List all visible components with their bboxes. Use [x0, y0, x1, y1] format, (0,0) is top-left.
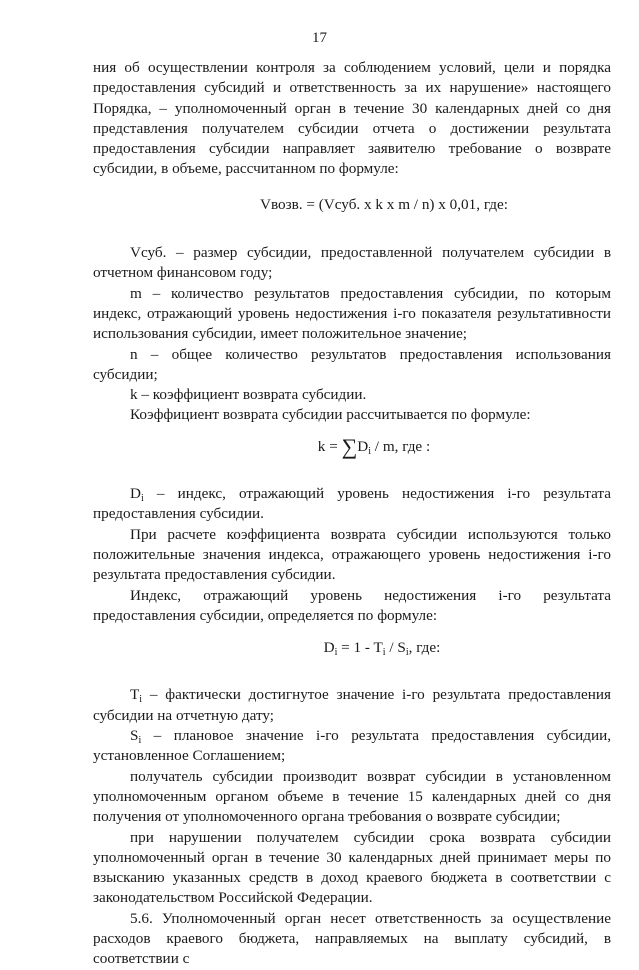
paragraph-enforcement: при нарушении получателем субсидии срока возврата субсидии уполномоченный орган в течение 30 календарных дней принимает меры по взысканию указанных средств в доход краевого бюджета в соответствии с законодательством Российской Федерации. [93, 828, 611, 907]
si-symbol: S [130, 727, 139, 745]
paragraph-positive-values: При расчете коэффициента возврата субсидии используются только положительные значения индекса, отражающего уровень недостижения i-го результата предоставления субсидии. [93, 525, 611, 584]
page-number: 17 [312, 30, 327, 46]
formula-refund-coefficient [93, 433, 611, 459]
definition-ti [93, 685, 611, 726]
ti-subscript: i [139, 694, 143, 706]
paragraph-5-6: 5.6. Уполномоченный орган несет ответственность за осуществление расходов краевого бюджета, направляемых на выплату субсидий, в соответствии с [93, 909, 611, 968]
si-text: – плановое значение i-го результата предоставления субсидии, установленное Соглашением; [93, 727, 611, 765]
formula-di-end: , где: [408, 639, 441, 657]
formula-si-subscript: i [405, 647, 409, 659]
formula-di-d: D [323, 639, 335, 657]
formula-refund-volume: Vвозв. = (Vсуб. x k x m / n) x 0,01, где: [259, 195, 508, 213]
si-subscript: i [138, 735, 142, 747]
paragraph-refund-term: получатель субсидии производит возврат субсидии в установленном уполномоченным органом объеме в течение 15 календарных дней со дня получения от уполномоченного органа требования о возврате субсидии; [93, 767, 611, 826]
formula-d-subscript: i [368, 445, 371, 457]
definition-n: n – общее количество результатов предоставления использования субсидии; [93, 345, 611, 383]
formula-di-subscript: i [334, 647, 338, 659]
ti-symbol: T [130, 686, 140, 704]
ti-text: – фактически достигнутое значение i-го результата предоставления субсидии на отчетную дату; [93, 686, 611, 724]
definition-vsub: Vсуб. – размер субсидии, предоставленной получателем субсидии в отчетном финансовом году; [93, 244, 611, 282]
formula-k-left: k = [317, 437, 338, 455]
paragraph-continuation: ния об осуществлении контроля за соблюдением условий, цели и порядка предоставления субсидий и ответственность за их нарушение» настоящего Порядка, – уполномоченный орган в течение 30 календарных дней со дня представления получателем субсидии отчета о достижении результата предоставления субсидии направляет заявителю требование о возврате субсидии, в объеме, рассчитанном по формуле: [93, 59, 611, 178]
sum-symbol: ∑ [341, 433, 358, 459]
di-symbol: D [130, 485, 141, 503]
di-subscript: i [140, 493, 144, 505]
definition-di [93, 484, 611, 525]
definition-m: m – количество результатов предоставления субсидии, по которым индекс, отражающий уровень недостижения i-го показателя результативности использования субсидии, имеет положительное значение; [93, 284, 611, 343]
formula-d: D [357, 437, 369, 455]
formula-di-slash: / S [385, 639, 406, 657]
formula-index [93, 638, 611, 658]
formula-di-mid: = 1 - T [337, 639, 383, 657]
paragraph-k-formula-intro: Коэффициент возврата субсидии рассчитывается по формуле: [130, 406, 531, 424]
paragraph-index-intro: Индекс, отражающий уровень недостижения i-го результата предоставления субсидии, определяется по формуле: [93, 586, 611, 624]
di-text: – индекс, отражающий уровень недостижения i-го результата предоставления субсидии. [93, 485, 611, 523]
formula-ti-subscript: i [382, 647, 386, 659]
formula-k-right: / m, где : [374, 437, 431, 455]
definition-k: k – коэффициент возврата субсидии. [130, 386, 367, 404]
definition-si [93, 726, 611, 767]
document-body [93, 58, 611, 970]
